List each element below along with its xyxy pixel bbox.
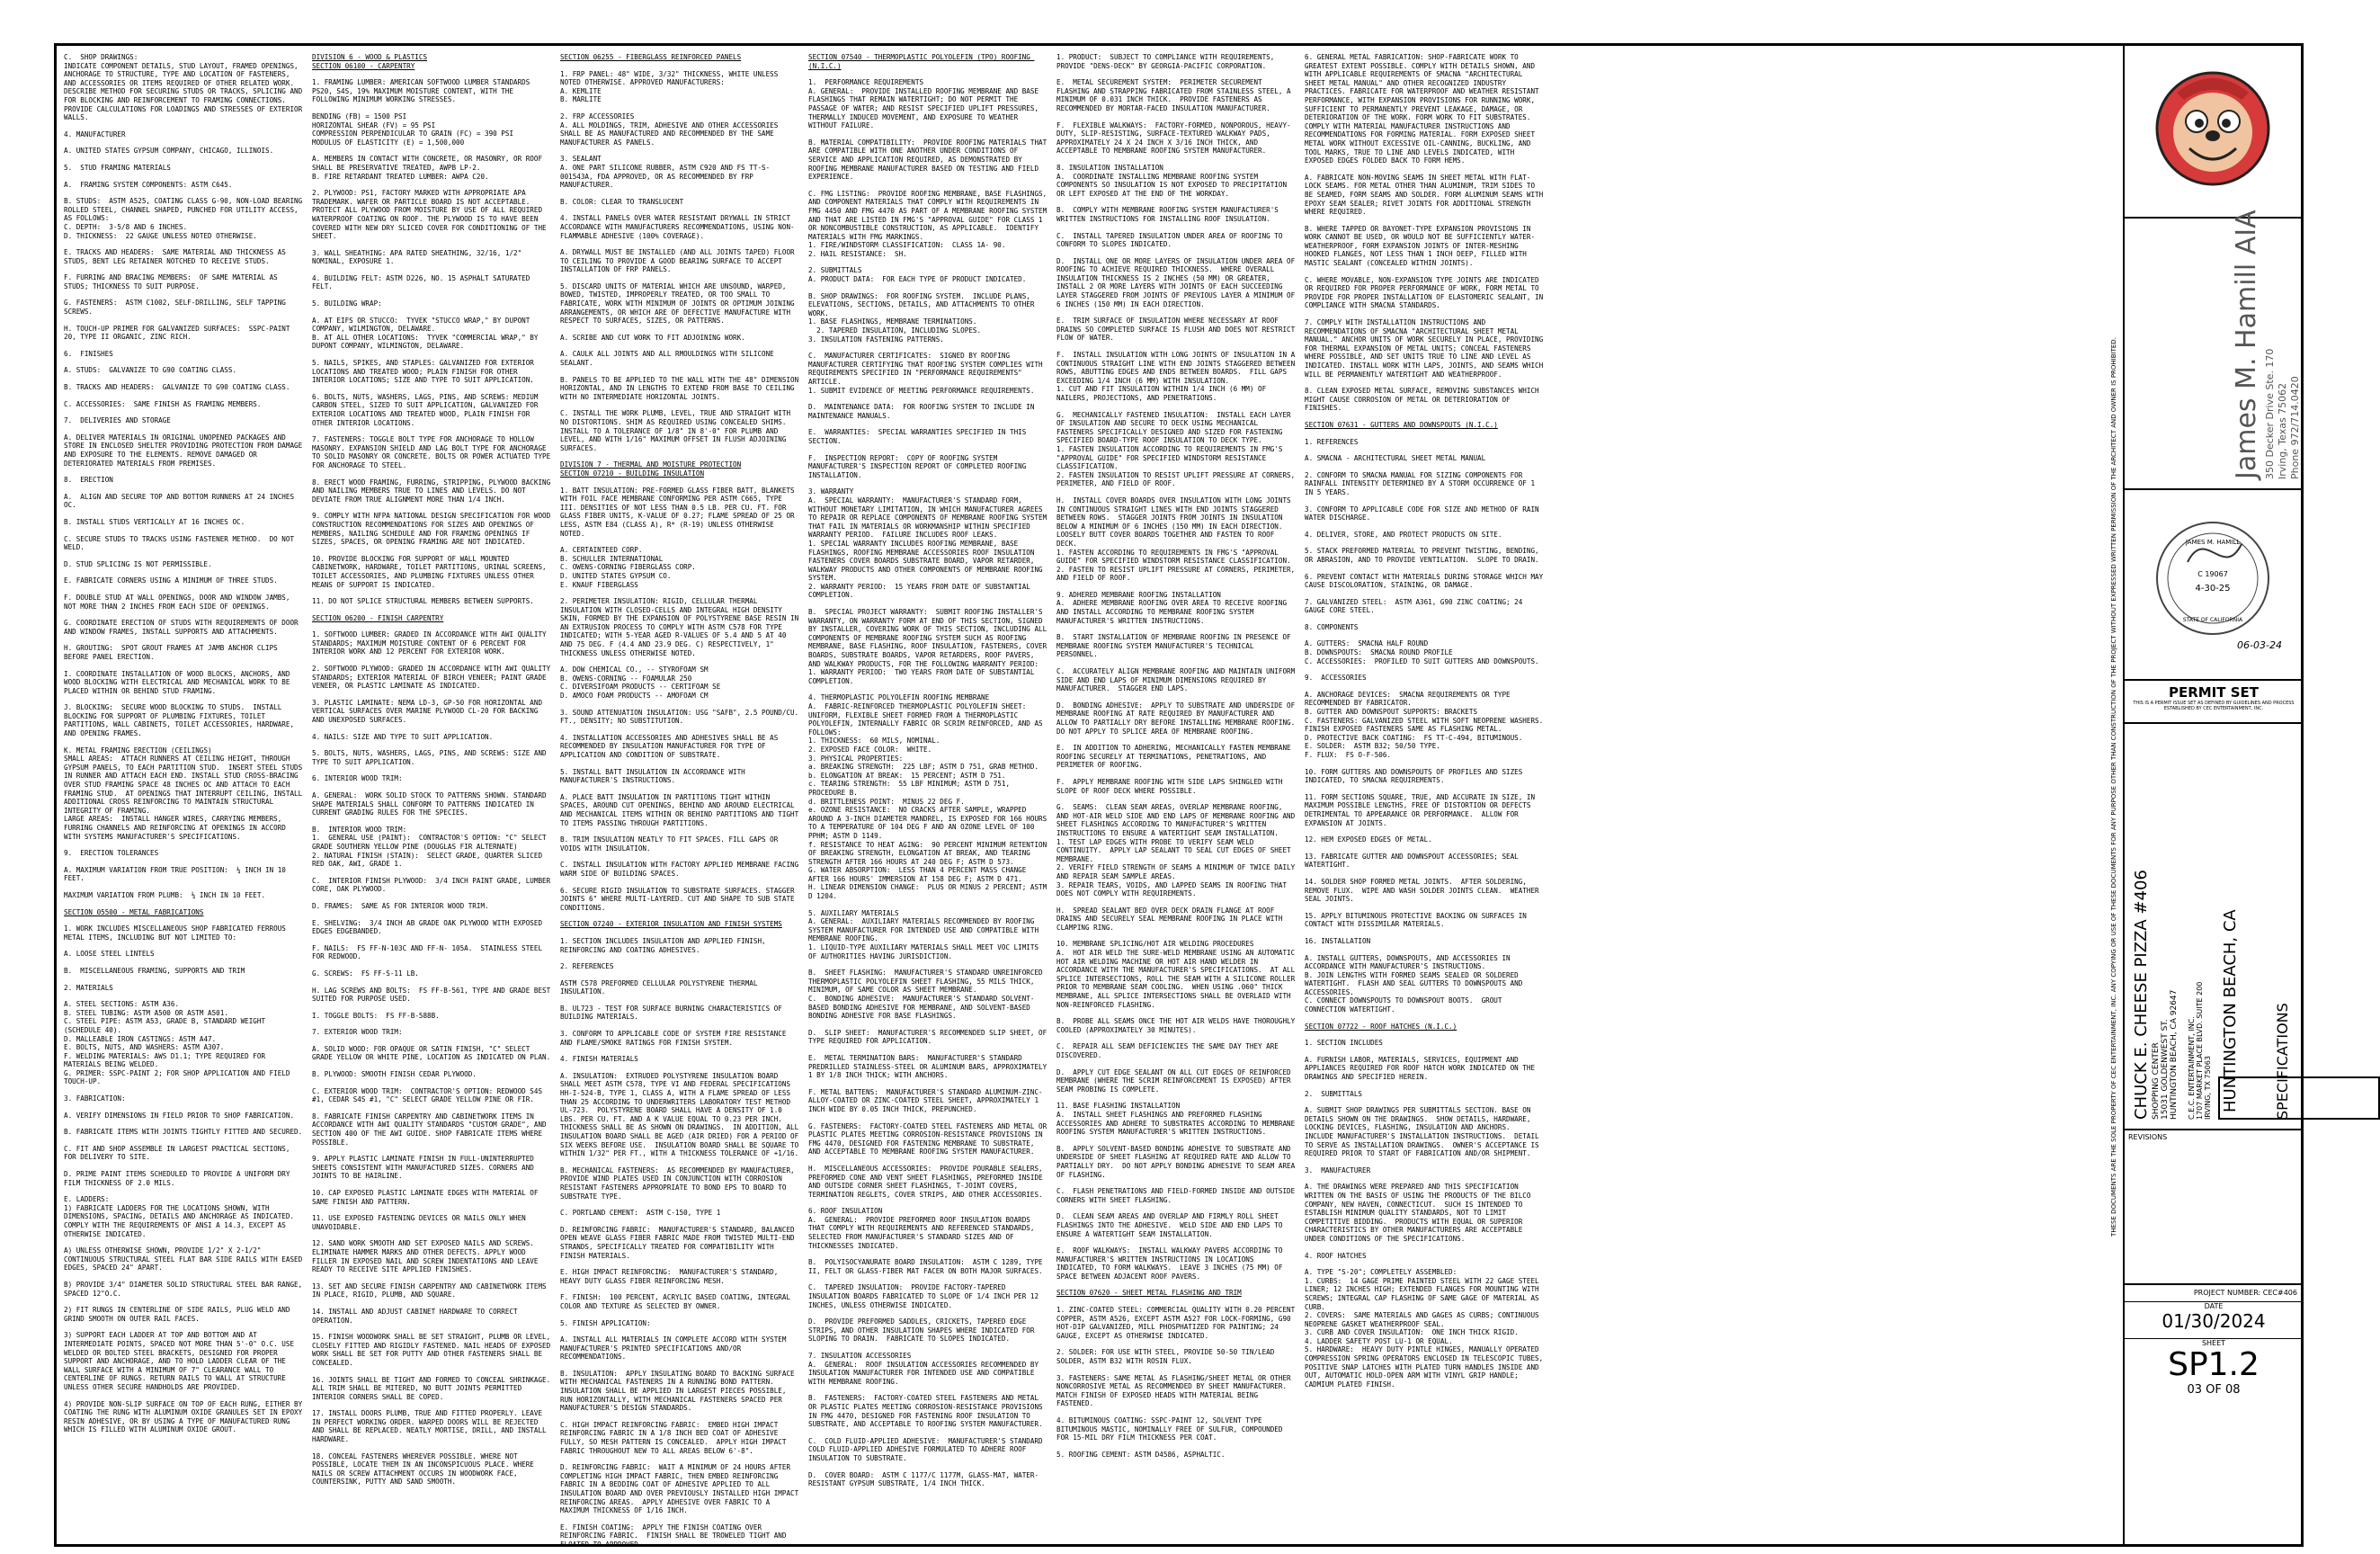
spec-paragraph: 7. INSULATION ACCESSORIES A. GENERAL: ROOF INSULATION ACCESSORIES RECOMMENDED BY INSULATION MANUFACTURER FOR INTENDED USE AND COMPATIBLE WITH MEMBRANE ROOFING. xyxy=(808,1352,1039,1386)
spec-paragraph: 9. COMPLY WITH NFPA NATIONAL DESIGN SPECIFICATION FOR WOOD CONSTRUCTION RECOMMENDATIONS FOR SIZES AND OPENINGS OF MEMBERS, NAILING SCHEDULE AND FOR FRAMING OPENINGS IF SIZES, SPACES, OR OPENING FRAMING ARE NOT INDICATED. xyxy=(312,512,555,547)
spec-paragraph: K. METAL FRAMING ERECTION (CEILINGS) SMALL AREAS: ATTACH RUNNERS AT CEILING HEIGHT, THROUGH GYPSUM PANELS, TO EACH PARTITION STUD. INSERT STEEL STUDS IN RUNNER AND ATTACH EACH END. INSTALL STUD CROSS-BRACING OVER STUD FRAMING SPACE 48 INCHES OC AND ATTACH TO EACH FRAMING STUD. AT OPENINGS THAT INTERRUPT CEILING, INSTALL ADDITIONAL CROSS REINFORCING TO MAINTAIN STRUCTURAL INTEGRITY OF FRAMING. LARGE AREAS: INSTALL HANGER WIRES, CARRYING MEMBERS, FURRING CHANNELS AND REINFORCING AT OPENINGS IN ACCORD WITH SYSTEMS MANUFACTURER'S SPECIFICATIONS. xyxy=(64,746,303,841)
spec-paragraph: C. SHOP DRAWINGS: INDICATE COMPONENT DETAILS, STUD LAYOUT, FRAMED OPENINGS, ANCHORAGE TO STRUCTURE, TYPE AND LOCATION OF FASTENERS, AND ACCESSORIES OR ITEMS REQUIRED OF OTHER RELATED WORK. DESCRIBE METHOD FOR SECURING STUDS OR TRACKS, SPLICING AND FOR BLOCKING AND REINFORCEMENT TO FRAMING CONNECTIONS. PROVIDE CALCULATIONS FOR LOADINGS AND STRESSES OF EXTERIOR WALLS. xyxy=(64,53,303,122)
project-name: CHUCK E. CHEESE PIZZA #406 xyxy=(2132,870,2151,1120)
spec-paragraph: 8. COMPONENTS xyxy=(1305,622,1359,631)
spec-paragraph: E. IN ADDITION TO ADHERING, MECHANICALLY FASTEN MEMBRANE ROOFING SECURELY AT TERMINATIONS, PENETRATIONS, AND PERIMETER OF ROOFING. xyxy=(1056,744,1296,770)
spec-paragraph: 10. PROVIDE BLOCKING FOR SUPPORT OF WALL MOUNTED CABINETWORK, HARDWARE, TOILET PARTITIONS, URINAL SCREENS, TOILET ACCESSORIES, AND PLUMBING FIXTURES UNLESS OTHER MEANS OF SUPPORT IS INDICATED. xyxy=(312,554,551,589)
city-label: HUNTINGTON BEACH, CA xyxy=(2221,909,2240,1112)
stamp-name: JAMES M. HAMILL xyxy=(2185,539,2241,546)
spec-paragraph: E. LADDERS: 1) FABRICATE LADDERS FOR THE LOCATIONS SHOWN, WITH DIMENSIONS, SPACING, DETAILS AND ANCHORAGE AS INDICATED. COMPLY WITH THE REQUIREMENTS OF ANSI A 14.3, EXCEPT AS OTHERWISE INDICATED. xyxy=(64,1195,295,1238)
spec-paragraph: B. SPECIAL PROJECT WARRANTY: SUBMIT ROOFING INSTALLER'S WARRANTY, ON WARRANTY FORM AT END OF THIS SECTION, SIGNED BY INSTALLER, COVERING WORK OF THIS SECTION, INCLUDING ALL COMPONENTS OF MEMBRANE ROOFING SYSTEM SUCH AS ROOFING MEMBRANE, BASE FLASHING, ROOF INSULATION, FASTENERS, COVER BOARDS, SUBSTRATE BOARDS, VAPOR RETARDERS, ROOF PAVERS, AND WALKWAY PRODUCTS, FOR THE FOLLOWING WARRANTY PERIOD: 1. WARRANTY PERIOD: TWO YEARS FROM DATE OF SUBSTANTIAL COMPLETION. xyxy=(808,608,1047,685)
spec-paragraph: 1. PRODUCT: SUBJECT TO COMPLIANCE WITH REQUIREMENTS, PROVIDE "DENS-DECK" BY GEORGIA-PACIFIC CORPORATION. xyxy=(1056,53,1279,70)
spec-paragraph: E. TRIM SURFACE OF INSULATION WHERE NECESSARY AT ROOF DRAINS SO COMPLETED SURFACE IS FLUSH AND DOES NOT RESTRICT FLOW OF WATER. xyxy=(1056,317,1299,343)
spec-paragraph: A. MAXIMUM VARIATION FROM TRUE POSITION: ¼ INCH IN 10 FEET. xyxy=(64,865,290,883)
spec-paragraph: 13. SET AND SECURE FINISH CARPENTRY AND CABINETWORK ITEMS IN PLACE, RIGID, PLUMB, AND SQUARE. xyxy=(312,1282,551,1299)
architect-name: James M. Hamill AIA xyxy=(2231,210,2262,479)
spec-paragraph: C. EXTERIOR WOOD TRIM: CONTRACTOR'S OPTION: REDWOOD S4S #1, CEDAR S4S #1, "C" SELECT GRADE YELLOW PINE OR FIR. xyxy=(312,1086,547,1104)
spec-paragraph: G. COORDINATE ERECTION OF STUDS WITH REQUIREMENTS OF DOOR AND WINDOW FRAMES, INSTALL SUPPORTS AND ATTACHMENTS. xyxy=(64,619,303,636)
spec-paragraph: 6. BOLTS, NUTS, WASHERS, LAGS, PINS, AND SCREWS: MEDIUM CARBON STEEL, SIZED TO SUIT APPLICATION, GALVANIZED FOR EXTERIOR LOCATIONS AND TREATED WOOD, PLAIN FINISH FOR OTHER INTERIOR LOCATIONS. xyxy=(312,392,543,427)
spec-paragraph: ASTM C578 PREFORMED CELLULAR POLYSTYRENE THERMAL INSULATION. xyxy=(560,978,762,996)
spec-paragraph: 11. BASE FLASHING INSTALLATION A. INSTALL SHEET FLASHINGS AND PREFORMED FLASHING ACCESSORIES AND ADHERE TO SUBSTRATES ACCORDING TO MEMBRANE ROOFING SYSTEM MANUFACTURER'S WRITTEN INSTRUCTIONS. xyxy=(1056,1102,1296,1137)
spec-paragraph: B. FABRICATE ITEMS WITH JOINTS TIGHTLY FITTED AND SECURED. xyxy=(64,1128,303,1137)
spec-paragraph: 10. MEMBRANE SPLICING/HOT AIR WELDING PROCEDURES A. HOT AIR WELD THE SURE-WELD MEMBRANE USING AN AUTOMATIC HOT AIR WELDING MACHINE OR HOT AIR HAND WELDER IN ACCORDANCE WITH THE MANUFACTURER'S SPECIFICATIONS. AT ALL SPLICE INTERSECTIONS, ROLL THE SEAM WITH A SILICONE ROLLER PRIOR TO MEMBRANE SEAM COOLING. WHEN USING .060" THICK MEMBRANE, ALL SPLICE INTERSECTIONS SHALL BE OVERLAID WITH NON-REINFORCED FLASHING. xyxy=(1056,940,1296,1009)
spec-paragraph: D. CLEAN SEAM AREAS AND OVERLAP AND FIRMLY ROLL SHEET FLASHINGS INTO THE ADHESIVE. WELD SIDE AND END LAPS TO ENSURE A WATERTIGHT SEAM INSTALLATION. xyxy=(1056,1212,1288,1238)
project-number: PROJECT NUMBER: CEC#406 xyxy=(2125,1285,2303,1302)
spec-paragraph: 15. APPLY BITUMINOUS PROTECTIVE BACKING ON SURFACES IN CONTACT WITH DISSIMILAR MATERIALS. xyxy=(1305,911,1531,929)
spec-paragraph: I. TOGGLE BOLTS: FS FF-B-588B. xyxy=(312,1011,440,1020)
spec-paragraph: E. ROOF WALKWAYS: INSTALL WALKWAY PAVERS ACCORDING TO MANUFACTURER'S WRITTEN INSTRUCTIONS IN LOCATIONS INDICATED, TO FORM WALKWAYS. LEAVE 3 INCHES (75 MM) OF SPACE BETWEEN ADJACENT ROOF PAVERS. xyxy=(1056,1246,1288,1281)
spec-paragraph: A. INSULATION: EXTRUDED POLYSTYRENE INSULATION BOARD SHALL MEET ASTM C578, TYPE VI AND FEDERAL SPECIFICATIONS HH-I-524-B, TYPE 1, CLASS A, WITH A FLAME SPREAD OF LESS THAN 25 ACCORDING TO UNDERWRITERS LABORATORY TEST METHOD UL-723. POLYSTYRENE BOARD SHALL HAVE A DENSITY OF 1.0 LBS. PER CU. FT. AND A K VALUE EQUAL TO 0.23 PER INCH. THICKNESS SHALL BE AS SHOWN ON DRAWINGS. IN ADDITION, ALL INSULATION BOARD SHALL BE AGED (AIR DRIED) FOR A PERIOD OF SIX WEEKS BEFORE USE. INSULATION BOARD SHALL BE SQUARE TO WITHIN 1/32" PER FT., WITH A THICKNESS TOLERANCE OF +1/16. xyxy=(560,1071,803,1158)
spec-paragraph: B. MATERIAL COMPATIBILITY: PROVIDE ROOFING MATERIALS THAT ARE COMPATIBLE WITH ONE ANOTHER UNDER CONDITIONS OF SERVICE AND APPLICATION REQUIRED, AS DEMONSTRATED BY ROOFING MEMBRANE MANUFACTURER BASED ON TESTING AND FIELD EXPERIENCE. xyxy=(808,138,1051,182)
project-address: SHOPPING CENTER 15031 GOLDENWEST ST. HUNTINGTON BEACH, CA 92647 xyxy=(2152,989,2179,1120)
spec-paragraph: 10. FORM GUTTERS AND DOWNSPOUTS OF PROFILES AND SIZES INDICATED, TO SMACNA REQUIREMENTS. xyxy=(1305,767,1527,785)
spec-paragraph: 3. CONFORM TO APPLICABLE CODE OF SYSTEM FIRE RESISTANCE AND FLAME/SMOKE RATINGS FOR FINISH SYSTEM. xyxy=(560,1030,791,1047)
spec-column-4 xyxy=(808,53,1049,1539)
architect-block xyxy=(2125,210,2303,490)
spec-paragraph: A. FURNISH LABOR, MATERIALS, SERVICES, EQUIPMENT AND APPLIANCES REQUIRED FOR ROOF HATCH WORK INDICATED ON THE DRAWINGS AND SPECIFIED HEREIN. xyxy=(1305,1055,1539,1082)
spec-paragraph: 2. REFERENCES xyxy=(560,962,614,971)
spec-paragraph: 4. ROOF HATCHES xyxy=(1305,1251,1367,1260)
spec-paragraph: B. COMPLY WITH MEMBRANE ROOFING SYSTEM MANUFACTURER'S WRITTEN INSTRUCTIONS FOR INSTALLING ROOF INSULATION. xyxy=(1056,206,1283,223)
spec-paragraph: 6. INTERIOR WOOD TRIM: xyxy=(312,774,403,783)
spec-paragraph: H. LAG SCREWS AND BOLTS: FS FF-B-561, TYPE AND GRADE BEST SUITED FOR PURPOSE USED. xyxy=(312,986,555,1004)
spec-column-2 xyxy=(312,53,553,1539)
stamp-state: STATE OF CALIFORNIA xyxy=(2182,617,2243,623)
spec-paragraph: 7. DELIVERIES AND STORAGE xyxy=(64,416,171,425)
spec-paragraph: 8. INSULATION INSTALLATION A. COORDINATE INSTALLING MEMBRANE ROOFING SYSTEM COMPONENTS SO INSULATION IS NOT EXPOSED TO PRECIPITATION OR LEFT EXPOSED AT THE END OF THE WORKDAY. xyxy=(1056,163,1288,198)
spec-paragraph: B. TRIM INSULATION NEATLY TO FIT SPACES. FILL GAPS OR VOIDS WITH INSULATION. xyxy=(560,835,782,853)
spec-paragraph: 2. SUBMITTALS xyxy=(1305,1089,1363,1098)
spec-paragraph: D. INSTALL ONE OR MORE LAYERS OF INSULATION UNDER AREA OF ROOFING TO ACHIEVE REQUIRED THICKNESS. WHERE OVERALL INSULATION THICKNESS IS 2 INCHES (50 MM) OR GREATER, INSTALL 2 OR MORE LAYERS WITH JOINTS OF EACH SUCCEEDING LAYER STAGGERED FROM JOINTS OF PREVIOUS LAYER A MINIMUM OF 6 INCHES (150 MM) IN EACH DIRECTION. xyxy=(1056,256,1299,308)
spec-paragraph: 10. CAP EXPOSED PLASTIC LAMINATE EDGES WITH MATERIAL OF SAME FINISH AND PATTERN. xyxy=(312,1189,543,1206)
spec-paragraph: 2. MATERIALS xyxy=(64,983,113,992)
spec-paragraph: D. FRAMES: SAME AS FOR INTERIOR WOOD TRIM. xyxy=(312,901,489,910)
spec-paragraph: B. INTERIOR WOOD TRIM: 1. GENERAL USE (PAINT): CONTRACTOR'S OPTION: "C" SELECT GRADE SOUTHERN YELLOW PINE (DOUGLAS FIR ALTERNATE) 2. NATURAL FINISH (STAIN): SELECT GRADE, QUARTER SLICED RED OAK, AWI, GRADE 1. xyxy=(312,825,547,869)
spec-paragraph: 14. INSTALL AND ADJUST CABINET HARDWARE TO CORRECT OPERATION. xyxy=(312,1307,522,1325)
spec-paragraph: 5. STACK PREFORMED MATERIAL TO PREVENT TWISTING, BENDING, OR ABRASION, AND TO PROVIDE VENTILATION. SLOPE TO DRAIN. xyxy=(1305,547,1544,564)
spec-paragraph: 8. ERECTION xyxy=(64,476,113,485)
spec-paragraph: A. FABRICATE NON-MOVING SEAMS IN SHEET METAL WITH FLAT-LOCK SEAMS. FOR METAL OTHER THAN ALUMINUM, TRIM SIDES TO BE SEAMED, FORM SEAMS AND SOLDER. FORM ALUMINUM SEAMS WITH EPOXY SEAM SEALER; RIVET JOINTS FOR ADDITIONAL STRENGTH WHERE REQUIRED. xyxy=(1305,173,1547,217)
sheet-count: 03 OF 08 xyxy=(2187,1383,2241,1397)
spec-paragraph: 4. MANUFACTURER xyxy=(64,130,126,138)
spec-paragraph: A. STUDS: GALVANIZE TO G90 COATING CLASS. xyxy=(64,366,237,375)
spec-paragraph: 16. INSTALLATION xyxy=(1305,936,1371,945)
spec-paragraph: SECTION 07631 - GUTTERS AND DOWNSPOUTS (N.I.C.) xyxy=(1305,420,1498,429)
spec-paragraph: A. TYPE "S-20"; COMPLETELY ASSEMBLED: 1. CURBS: 14 GAGE PRIME PAINTED STEEL WITH 22 GAGE STEEL LINER; 12 INCHES HIGH; EXTENDED FLANGES FOR MOUNTING WITH SCREWS; INTEGRAL CAP FLASHING OF SAME GAGE OF MATERIAL AS CURB. 2. COVERS: SAME MATERIALS AND GAGES AS CURBS; CONTINUOUS NEOPRENE GASKET WEATHERPROOF SEAL. 3. CURB AND COVER INSULATION: ONE INCH THICK RIGID. 4. LADDER SAFETY POST LU-1 OR EQUAL. 5. HARDWARE: HEAVY DUTY PINTLE HINGES, MANUALLY OPERATED COMPRESSION SPRING OPERATORS ENCLOSED IN TELESCOPIC TUBES, POSITIVE SNAP LATCHES WITH PLATED TURN HANDLES INSIDE AND OUT, AUTOMATIC HOLD-OPEN ARM WITH VINYL GRIP HANDLE; CADMIUM PLATED FINISH. xyxy=(1305,1268,1544,1389)
spec-paragraph: 3. WALL SHEATHING: APA RATED SHEATHING, 32/16, 1/2" NOMINAL, EXPOSURE 1. xyxy=(312,248,526,266)
spec-paragraph: B. START INSTALLATION OF MEMBRANE ROOFING IN PRESENCE OF MEMBRANE ROOFING SYSTEM MANUFACTURER'S TECHNICAL PERSONNEL. xyxy=(1056,633,1296,659)
spec-paragraph: C. SECURE STUDS TO TRACKS USING FASTENER METHOD. DO NOT WELD. xyxy=(64,534,299,552)
spec-paragraph: SECTION 07620 - SHEET METAL FLASHING AND TRIM xyxy=(1056,1289,1242,1298)
spec-paragraph: C. INTERIOR FINISH PLYWOOD: 3/4 INCH PAINT GRADE, LUMBER CORE, OAK PLYWOOD. xyxy=(312,876,555,894)
spec-paragraph: G. FASTENERS: FACTORY-COATED STEEL FASTENERS AND METAL OR PLASTIC PLATES MEETING CORROSION-RESISTANCE PROVISIONS IN FMG 4470, DESIGNED FOR FASTENING MEMBRANE TO SUBSTRATE, AND ACCEPTABLE TO MEMBRANE ROOFING SYSTEM MANUFACTURER. xyxy=(808,1121,1051,1157)
spec-paragraph: B. PROBE ALL SEAMS ONCE THE HOT AIR WELDS HAVE THOROUGHLY COOLED (APPROXIMATELY 30 MINUTES). xyxy=(1056,1017,1299,1034)
architect-address-1: 350 Decker Drive Ste. 170 xyxy=(2264,348,2276,479)
spec-paragraph: 2. SOLDER: FOR USE WITH STEEL, PROVIDE 50-50 TIN/LEAD SOLDER, ASTM B32 WITH ROSIN FLUX. xyxy=(1056,1348,1279,1366)
spec-paragraph: 14. SOLDER SHOP FORMED METAL JOINTS. AFTER SOLDERING, REMOVE FLUX. WIPE AND WASH SOLDER JOINTS CLEAN. WEATHER SEAL JOINTS. xyxy=(1305,877,1544,904)
spec-paragraph: H. INSTALL COVER BOARDS OVER INSULATION WITH LONG JOINTS IN CONTINUOUS STRAIGHT LINES WITH END JOINTS STAGGERED BETWEEN ROWS. STAGGER JOINTS FROM JOINTS IN INSULATION BELOW A MINIMUM OF 6 INCHES (150 MM) IN EACH DIRECTION. LOOSELY BUTT COVER BOARDS TOGETHER AND FASTEN TO ROOF DECK. 1. FASTEN ACCORDING TO REQUIREMENTS IN FMG'S "APPROVAL GUIDE" FOR SPECIFIED WINDSTORM RESISTANCE CLASSIFICATION. 2. FASTEN TO RESIST UPLIFT PRESSURE AT CORNERS, PERIMETER, AND FIELD OF ROOF. xyxy=(1056,496,1296,583)
spec-paragraph: C. ACCESSORIES: SAME FINISH AS FRAMING MEMBERS. xyxy=(64,399,262,408)
spec-paragraph: 1. FRAMING LUMBER: AMERICAN SOFTWOOD LUMBER STANDARDS PS20, S4S, 19% MAXIMUM MOISTURE CONTENT, WITH THE FOLLOWING MINIMUM WORKING STRESSES. xyxy=(312,78,534,104)
spec-paragraph: A. DELIVER MATERIALS IN ORIGINAL UNOPENED PACKAGES AND STORE IN ENCLOSED SHELTER PROVIDING PROTECTION FROM DAMAGE AND EXPOSURE TO THE ELEMENTS. REMOVE DAMAGED OR DETERIORATED MATERIALS FROM PREMISES. xyxy=(64,433,307,468)
spec-paragraph: 1. SECTION INCLUDES INSULATION AND APPLIED FINISH, REINFORCING AND COATING ADHESIVES. xyxy=(560,936,771,954)
spec-paragraph: 3. WARRANTY A. SPECIAL WARRANTY: MANUFACTURER'S STANDARD FORM, WITHOUT MONETARY LIMITATION, IN WHICH MANUFACTURER AGREES TO REPAIR OR REPLACE COMPONENTS OF MEMBRANE ROOFING SYSTEM THAT FAIL IN MATERIALS OR WORKMANSHIP WITHIN SPECIFIED WARRANTY PERIOD. FAILURE INCLUDES ROOF LEAKS. 1. SPECIAL WARRANTY INCLUDES ROOFING MEMBRANE, BASE FLASHINGS, ROOFING MEMBRANE ACCESSORIES ROOF INSULATION FASTENERS COVER BOARDS SUBSTRATE BOARD, VAPOR RETARDER, WALKWAY PRODUCTS AND OTHER COMPONENTS OF MEMBRANE ROOFING SYSTEM. 2. WARRANTY PERIOD: 15 YEARS FROM DATE OF SUBSTANTIAL COMPLETION. xyxy=(808,487,1047,600)
spec-paragraph: 5. NAILS, SPIKES, AND STAPLES: GALVANIZED FOR EXTERIOR LOCATIONS AND TREATED WOOD; PLAIN FINISH FOR OTHER INTERIOR LOCATIONS; SIZE AND TYPE TO SUIT APPLICATION. xyxy=(312,359,539,385)
spec-paragraph: SECTION 07722 - ROOF HATCHES (N.I.C.) xyxy=(1305,1022,1457,1031)
spec-paragraph: C. FMG LISTING: PROVIDE ROOFING MEMBRANE, BASE FLASHINGS, AND COMPONENT MATERIALS THAT COMPLY WITH REQUIREMENTS IN FMG 4450 AND FMG 4470 AS PART OF A MEMBRANE ROOFING SYSTEM AND THAT ARE LISTED IN FMG'S "APPROVAL GUIDE" FOR CLASS 1 OR NONCOMBUSTIBLE CONSTRUCTION, AS APPLICABLE. IDENTIFY MATERIALS WITH FMG MARKINGS. 1. FIRE/WINDSTORM CLASSIFICATION: CLASS 1A- 90. 2. HAIL RESISTANCE: SH. xyxy=(808,189,1047,258)
spec-paragraph: B. MISCELLANEOUS FRAMING, SUPPORTS AND TRIM xyxy=(64,966,245,975)
spec-paragraph: E. HIGH IMPACT REINFORCING: MANUFACTURER'S STANDARD, HEAVY DUTY GLASS FIBER REINFORCING MESH. xyxy=(560,1268,782,1285)
spec-paragraph: SECTION 06255 - FIBERGLASS REINFORCED PANELS xyxy=(560,53,742,61)
spec-paragraph: B. POLYISOCYANURATE BOARD INSULATION: ASTM C 1289, TYPE II, FELT OR GLASS-FIBER MAT FACER ON BOTH MAJOR SURFACES. xyxy=(808,1258,1047,1275)
spec-paragraph: D. PROVIDE PREFORMED SADDLES, CRICKETS, TAPERED EDGE STRIPS, AND OTHER INSULATION SHAPES WHERE INDICATED FOR SLOPING TO DRAIN. FABRICATE TO SLOPES INDICATED. xyxy=(808,1317,1039,1344)
spec-paragraph: 15. FINISH WOODWORK SHALL BE SET STRAIGHT, PLUMB OR LEVEL, CLOSELY FITTED AND RIGIDLY FASTENED. NAIL HEADS OF EXPOSED WORK SHALL BE SET FOR PUTTY AND OTHER FASTENERS SHALL BE CONCEALED. xyxy=(312,1333,555,1367)
spec-paragraph: A. LOOSE STEEL LINTELS xyxy=(64,950,155,959)
spec-paragraph: F. FLEXIBLE WALKWAYS: FACTORY-FORMED, NONPOROUS, HEAVY-DUTY, SLIP-RESISTING, SURFACE-TEXTURED WALKWAY PADS, APPROXIMATELY 24 X 24 INCH X 3/16 INCH THICK, AND ACCEPTABLE TO MEMBRANE ROOFING SYSTEM MANUFACTURER. xyxy=(1056,121,1291,156)
spec-paragraph: 9. ADHERED MEMBRANE ROOFING INSTALLATION A. ADHERE MEMBRANE ROOFING OVER AREA TO RECEIVE ROOFING AND INSTALL ACCORDING TO MEMBRANE ROOFING SYSTEM MANUFACTURER'S WRITTEN INSTRUCTIONS. xyxy=(1056,590,1288,625)
spec-paragraph: 2. CONFORM TO SMACNA MANUAL FOR SIZING COMPONENTS FOR RAINFALL INTENSITY DETERMINED BY A STORM OCCURRENCE OF 1 IN 5 YEARS. xyxy=(1305,470,1539,496)
spec-paragraph: 3. MANUFACTURER xyxy=(1305,1166,1371,1174)
spec-paragraph: 1. SOFTWOOD LUMBER: GRADED IN ACCORDANCE WITH AWI QUALITY STANDARDS; MAXIMUM MOISTURE CONTENT OF 6 PERCENT FOR INTERIOR WORK AND 12 PERCENT FOR EXTERIOR WORK. xyxy=(312,630,551,656)
spec-paragraph: DIVISION 6 - WOOD & PLASTICS SECTION 06100 - CARPENTRY xyxy=(312,53,428,70)
spec-paragraph: 4. BUILDING FELT: ASTM D226, NO. 15 ASPHALT SATURATED FELT. xyxy=(312,273,534,291)
spec-paragraph: 4. BITUMINOUS COATING: SSPC-PAINT 12, SOLVENT TYPE BITUMINOUS MASTIC, NOMINALLY FREE OF SULFUR, COMPOUNDED FOR 15-MIL DRY FILM THICKNESS PER COAT. xyxy=(1056,1416,1288,1442)
spec-paragraph: I. COORDINATE INSTALLATION OF WOOD BLOCKS, ANCHORS, AND WOOD BLOCKING WITH ELECTRICAL AND MECHANICAL WORK TO BE PLACED WITHIN OR BEHIND STUD FRAMING. xyxy=(64,669,295,695)
spec-paragraph: A. ANCHORAGE DEVICES: SMACNA REQUIREMENTS OR TYPE RECOMMENDED BY FABRICATOR. B. GUTTER AND DOWNSPOUT SUPPORTS: BRACKETS C. FASTENERS: GALVANIZED STEEL WITH SOFT NEOPRENE WASHERS. FINISH EXPOSED FASTENERS SAME AS FLASHING METAL. D. PROTECTIVE BACK COATING: FS TT-C-494, BITUMINOUS. E. SOLDER: ASTM B32; 50/50 TYPE. F. FLUX: FS O-F-506. xyxy=(1305,690,1544,759)
spec-paragraph: A. AT EIFS OR STUCCO: TYVEK "STUCCO WRAP," BY DUPONT COMPANY, WILMINGTON, DELAWARE. B. AT ALL OTHER LOCATIONS: TYVEK "COMMERCIAL WRAP," BY DUPONT COMPANY, WILMINGTON, DELAWARE. xyxy=(312,316,539,351)
spec-paragraph: 6. ROOF INSULATION A. GENERAL: PROVIDE PREFORMED ROOF INSULATION BOARDS THAT COMPLY WITH REQUIREMENTS AND REFERENCED STANDARDS, SELECTED FROM MANUFACTURER'S STANDARD SIZES AND OF THICKNESSES INDICATED. xyxy=(808,1207,1035,1250)
spec-paragraph: C. TAPERED INSULATION: PROVIDE FACTORY-TAPERED INSULATION BOARDS FABRICATED TO SLOPE OF 1/4 INCH PER 12 INCHES, UNLESS OTHERWISE INDICATED. xyxy=(808,1283,1043,1309)
spec-paragraph: 9. ACCESSORIES xyxy=(1305,674,1367,683)
spec-paragraph: A. VERIFY DIMENSIONS IN FIELD PRIOR TO SHOP FABRICATION. xyxy=(64,1111,295,1120)
spec-paragraph: 5. DISCARD UNITS OF MATERIAL WHICH ARE UNSOUND, WARPED, BOWED, TWISTED, IMPROPERLY TREATED, OR TOO SMALL TO FABRICATE, WORK WITH MINIMUM OF JOINTS OR OPTIMUM JOINING ARRANGEMENTS, OR WHICH ARE OF DEFECTIVE MANUFACTURE WITH RESPECT TO SURFACES, SIZES, OR PATTERNS. xyxy=(560,281,799,326)
spec-paragraph: 7. FASTENERS: TOGGLE BOLT TYPE FOR ANCHORAGE TO HOLLOW MASONRY. EXPANSION SHIELD AND LAG BOLT TYPE FOR ANCHORAGE TO SOLID MASONRY OR CONCRETE. BOLTS OR POWER ACTUATED TYPE FOR ANCHORAGE TO STEEL. xyxy=(312,435,555,469)
sheet-title: SPECIFICATIONS xyxy=(2274,1003,2291,1120)
spec-paragraph: C. WHERE MOVABLE, NON-EXPANSION TYPE JOINTS ARE INDICATED OR REQUIRED FOR PROPER PERFORMANCE OF WORK, FORM METAL TO PROVIDE FOR PROPER INSTALLATION OF ELASTOMERIC SEALANT, IN COMPLIANCE WITH SMACNA STANDARDS. xyxy=(1305,275,1547,310)
spec-paragraph: A. SUBMIT SHOP DRAWINGS PER SUBMITTALS SECTION. BASE ON DETAILS SHOWN ON THE DRAWINGS. SHOW DETAILS, HARDWARE, LOCKING DEVICES, FLASHING, INSULATION AND ANCHORS. INCLUDE MANUFACTURER'S INSTALLATION INSTRUCTIONS. DETAIL TO SERVE AS INSTALLATION DRAWINGS. OWNER'S ACCEPTANCE IS REQUIRED PRIOR TO START OF FABRICATION AND/OR SHIPMENT. xyxy=(1305,1106,1544,1158)
spec-paragraph: B. UL723 - TEST FOR SURFACE BURNING CHARACTERISTICS OF BUILDING MATERIALS. xyxy=(560,1004,787,1022)
spec-column-6 xyxy=(1305,53,1546,1539)
spec-paragraph: 7. COMPLY WITH INSTALLATION INSTRUCTIONS AND RECOMMENDATIONS OF SMACNA "ARCHITECTURAL SHEET METAL MANUAL." ANCHOR UNITS OF WORK SECURELY IN PLACE, PROVIDING FOR THERMAL EXPANSION OF METAL UNITS; CONCEAL FASTENERS WHERE POSSIBLE, AND SET UNITS TRUE TO LINE AND LEVEL AS INDICATED. INSTALL WORK WITH LAPS, JOINTS, AND SEAMS WHICH WILL BE PERMANENTLY WATERTIGHT AND WEATHERPROOF. xyxy=(1305,318,1547,379)
stamp-number: C 19067 xyxy=(2197,570,2228,578)
spec-paragraph: A. INSTALL GUTTERS, DOWNSPOUTS, AND ACCESSORIES IN ACCORDANCE WITH MANUFACTURER'S INSTRUCTIONS. B. JOIN LENGTHS WITH FORMED SEAMS SEALED OR SOLDERED WATERTIGHT. FLASH AND SEAL GUTTERS TO DOWNSPOUTS AND ACCESSORIES. C. CONNECT DOWNSPOUTS TO DOWNSPOUT BOOTS. GROUT CONNECTION WATERTIGHT. xyxy=(1305,953,1523,1014)
spec-paragraph: G. FASTENERS: ASTM C1002, SELF-DRILLING, SELF TAPPING SCREWS. xyxy=(64,299,290,317)
spec-paragraph: B. WHERE TAPPED OR BAYONET-TYPE EXPANSION PROVISIONS IN WORK CANNOT BE USED, OR WOULD NOT BE SUFFICIENTLY WATER-WEATHERPROOF, FORM EXPANSION JOINTS OF INTER-MESHING HOOKED FLANGES, NOT LESS THAN 1 INCH DEEP, FILLED WITH MASTIC SEALANT (CONCEALED WITHIN JOINTS). xyxy=(1305,224,1536,268)
spec-paragraph: A. DRYWALL MUST BE INSTALLED (AND ALL JOINTS TAPED) FLOOR TO CEILING TO PROVIDE A GOOD BEARING SURFACE TO ACCEPT INSTALLATION OF FRP PANELS. xyxy=(560,248,799,274)
spec-paragraph: A. UNITED STATES GYPSUM COMPANY, CHICAGO, ILLINOIS. xyxy=(64,147,274,156)
spec-paragraph: 6. FINISHES xyxy=(64,349,113,358)
ownership-note: THESE DOCUMENTS ARE THE SOLE PROPERTY OF CEC ENTERTAINMENT, INC. ANY COPYING OR USE OF THESE DOCUMENTS FOR ANY PURPOSE OTHER THAN CONSTRUCTION OF THE PROJECT WITHOUT EXPRESSED WRITTEN PERMISSION OF THE ARCHITECT AND OWNER IS PROHIBITED. xyxy=(2110,337,2117,1237)
spec-paragraph: 12. SAND WORK SMOOTH AND SET EXPOSED NAILS AND SCREWS. ELIMINATE HAMMER MARKS AND OTHER DEFECTS. APPLY WOOD FILLER IN EXPOSED NAIL AND SCREW INDENTATIONS AND LEAVE READY TO RECEIVE SITE APPLIED FINISHES. xyxy=(312,1239,543,1274)
spec-paragraph: 7. EXTERIOR WOOD TRIM: xyxy=(312,1028,403,1037)
spec-paragraph: B) PROVIDE 3/4" DIAMETER SOLID STRUCTURAL STEEL BAR RANGE, SPACED 12"O.C. xyxy=(64,1280,307,1298)
spec-paragraph: D. REINFORCING FABRIC: WAIT A MINIMUM OF 24 HOURS AFTER COMPLETING HIGH IMPACT FABRIC, THEN EMBED REINFORCING FABRIC IN A BEDDING COAT OF ADHESIVE APPLIED TO ALL INSULATION BOARD AND OVER PREVIOUSLY INSTALLED HIGH IMPACT REINFORCING AREAS. APPLY ADHESIVE OVER FABRIC TO A MAXIMUM THICKNESS OF 1/16 INCH. xyxy=(560,1463,803,1515)
spec-paragraph: G. MECHANICALLY FASTENED INSULATION: INSTALL EACH LAYER OF INSULATION AND SECURE TO DECK USING MECHANICAL FASTENERS SPECIFICALLY DESIGNED AND SIZED FOR FASTENING SPECIFIED BOARD-TYPE ROOF INSULATION TO DECK TYPE. 1. FASTEN INSULATION ACCORDING TO REQUIREMENTS IN FMG'S "APPROVAL GUIDE" FOR SPECIFIED WINDSTORM RESISTANCE CLASSIFICATION. 2. FASTEN INSULATION TO RESIST UPLIFT PRESSURE AT CORNERS, PERIMETER, AND FIELD OF ROOF. xyxy=(1056,410,1296,488)
spec-column-1 xyxy=(64,53,305,1539)
spec-paragraph: A) UNLESS OTHERWISE SHOWN, PROVIDE 1/2" X 2-1/2" CONTINUOUS STRUCTURAL STEEL FLAT BAR SIDE RAILS WITH EASED EDGES, SPACED 24" APART. xyxy=(64,1246,307,1273)
spec-paragraph: 18. CONCEAL FASTENERS WHEREVER POSSIBLE. WHERE NOT POSSIBLE, LOCATE THEM IN AN INCONSPICUOUS PLACE. WHERE NAILS OR SCREW ATTACHMENT OCCURS IN WOODWORK FACE, COUNTERSINK, PUTTY AND SAND SMOOTH. xyxy=(312,1451,539,1487)
spec-paragraph: A. CERTAINTEED CORP. B. SCHULLER INTERNATIONAL C. OWENS-CORNING FIBERGLASS CORP. D. UNITED STATES GYPSUM CO. E. KNAUF FIBERGLASS xyxy=(560,546,696,589)
spec-paragraph: 17. INSTALL DOORS PLUMB, TRUE AND FITTED PROPERLY. LEAVE IN PERFECT WORKING ORDER. WARPED DOORS WILL BE REJECTED AND SHALL BE REPLACED. NEATLY MORTISE, DRILL, AND INSTALL HARDWARE. xyxy=(312,1409,551,1444)
spec-paragraph: D. PRIME PAINT ITEMS SCHEDULED TO PROVIDE A UNIFORM DRY FILM THICKNESS OF 2.0 MILS. xyxy=(64,1170,295,1187)
spec-paragraph: SECTION 06200 - FINISH CARPENTRY xyxy=(312,613,444,622)
spec-paragraph: E. TRACKS AND HEADERS: SAME MATERIAL AND THICKNESS AS STUDS, BENT LEG RETAINER NOTCHED TO RECEIVE STUDS. xyxy=(64,248,290,265)
spec-paragraph: C. REPAIR ALL SEAM DEFICIENCIES THE SAME DAY THEY ARE DISCOVERED. xyxy=(1056,1042,1283,1059)
spec-paragraph: 5. BOLTS, NUTS, WASHERS, LAGS, PINS, AND SCREWS: SIZE AND TYPE TO SUIT APPLICATION. xyxy=(312,749,551,766)
spec-paragraph: A. GENERAL: WORK SOLID STOCK TO PATTERNS SHOWN. STANDARD SHAPE MATERIALS SHALL CONFORM TO PATTERNS INDICATED IN CURRENT GRADING RULES FOR THE SPECIES. xyxy=(312,791,551,817)
chuck-e-cheese-logo-icon xyxy=(2125,46,2301,213)
spec-paragraph: C. MANUFACTURER CERTIFICATES: SIGNED BY ROOFING MANUFACTURER CERTIFYING THAT ROOFING SYSTEM COMPLIES WITH REQUIREMENTS SPECIFIED IN "PERFORMANCE REQUIREMENTS" ARTICLE. 1. SUBMIT EVIDENCE OF MEETING PERFORMANCE REQUIREMENTS. xyxy=(808,352,1043,395)
spec-paragraph: B. INSULATION: APPLY INSULATING BOARD TO BACKING SURFACE WITH MECHANICAL FASTENERS IN A RUNNING BOND PATTERN. INSULATION SHALL BE APPLIED IN LARGEST PIECES POSSIBLE, RUN HORIZONTALLY, WITH MECHANICAL FASTENERS SPACED PER MANUFACTURER'S DESIGN STANDARDS. xyxy=(560,1369,799,1413)
spec-column-3 xyxy=(560,53,803,1549)
architect-address-3: Phone 972/714.0420 xyxy=(2289,376,2301,479)
spec-paragraph: MAXIMUM VARIATION FROM PLUMB: ¼ INCH IN 10 FEET. xyxy=(64,890,266,899)
spec-paragraph: H. TOUCH-UP PRIMER FOR GALVANIZED SURFACES: SSPC-PAINT 20, TYPE II ORGANIC, ZINC RICH. xyxy=(64,324,295,342)
spec-paragraph: 11. USE EXPOSED FASTENING DEVICES OR NAILS ONLY WHEN UNAVOIDABLE. xyxy=(312,1214,530,1231)
spec-paragraph: B. APPLY SOLVENT-BASED BONDING ADHESIVE TO SUBSTRATE AND UNDERSIDE OF SHEET FLASHING AT REQUIRED RATE AND ALLOW TO PARTIALLY DRY. DO NOT APPLY BONDING ADHESIVE TO SEAM AREA OF FLASHING. xyxy=(1056,1144,1299,1179)
spec-paragraph: 3) SUPPORT EACH LADDER AT TOP AND BOTTOM AND AT INTERMEDIATE POINTS, SPACED NOT MORE THAN 5'-0" O.C. USE WELDED OR BOLTED STEEL BRACKETS, DESIGNED FOR PROPER SUPPORT AND ANCHORAGE, AND TO HOLD LADDER CLEAR OF THE WALL SURFACE WITH A MINIMUM OF 7" CLEARANCE WALL TO CENTERLINE OF RUNGS. RETURN RAILS TO WALL AT STRUCTURE UNLESS OTHER SECURE HANDHOLDS ARE PROVIDED. xyxy=(64,1331,299,1391)
spec-paragraph: A. THE DRAWINGS WERE PREPARED AND THIS SPECIFICATION WRITTEN ON THE BASIS OF USING THE PRODUCTS OF THE BILCO COMPANY, NEW HAVEN, CONNECTICUT. SUCH IS INTENDED TO ESTABLISH MINIMUM QUALITY STANDARDS, NOT TO LIMIT COMPETITIVE BIDDING. PRODUCTS WITH EQUAL OR SUPERIOR CHARACTERISTICS BY OTHER MANUFACTURERS ARE ACCEPTABLE UNDER CONDITIONS OF THE SPECIFICATIONS. xyxy=(1305,1183,1536,1243)
spec-paragraph: E. FABRICATE CORNERS USING A MINIMUM OF THREE STUDS. xyxy=(64,576,278,585)
spec-paragraph: C. COLD FLUID-APPLIED ADHESIVE: MANUFACTURER'S STANDARD COLD FLUID-APPLIED ADHESIVE FORMULATED TO ADHERE ROOF INSULATION TO SUBSTRATE. xyxy=(808,1436,1047,1462)
spec-paragraph: 6. GENERAL METAL FABRICATION: SHOP-FABRICATE WORK TO GREATEST EXTENT POSSIBLE. COMPLY WITH DETAILS SHOWN, AND WITH APPLICABLE REQUIREMENTS OF SMACNA "ARCHITECTURAL SHEET METAL MANUAL" AND OTHER RECOGNIZED INDUSTRY PRACTICES. FABRICATE FOR WATERPROOF AND WEATHER RESISTANT PERFORMANCE, WITH EXPANSION PROVISIONS FOR RUNNING WORK, SUFFICIENT TO PERMANENTLY PREVENT LEAKAGE, DAMAGE, OR DETERIORATION OF THE WORK. FORM WORK TO FIT SUBSTRATES. COMPLY WITH MATERIAL MANUFACTURER INSTRUCTIONS AND RECOMMENDATIONS FOR FORMING MATERIAL. FORM EXPOSED SHEET METAL WORK WITHOUT EXCESSIVE OIL-CANNING, BUCKLING, AND TOOL MARKS, TRUE TO LINE AND LEVELS INDICATED, WITH EXPOSED EDGES FOLDED BACK TO FORM HEMS. xyxy=(1305,53,1544,165)
architect-seal xyxy=(2125,490,2303,681)
drawing-sheet xyxy=(54,43,2304,1547)
sheet-number: SP1.2 xyxy=(2168,1346,2260,1383)
spec-paragraph: 3. PLASTIC LAMINATE: NEMA LD-3, GP-50 FOR HORIZONTAL AND VERTICAL SURFACES OVER MARINE PLYWOOD CL-20 FOR BACKING AND UNEXPOSED SURFACES. xyxy=(312,698,547,725)
spec-paragraph: D. SLIP SHEET: MANUFACTURER'S RECOMMENDED SLIP SHEET, OF TYPE REQUIRED FOR APPLICATION. xyxy=(808,1028,1051,1046)
spec-paragraph: 6. PREVENT CONTACT WITH MATERIALS DURING STORAGE WHICH MAY CAUSE DISCOLORATION, STAINING, OR DAMAGE. xyxy=(1305,572,1547,590)
spec-paragraph: 4. NAILS: SIZE AND TYPE TO SUIT APPLICATION. xyxy=(312,732,494,741)
owner-info: C.E.C. ENTERTAINMENT, INC. 1707 MARKET PLACE BLVD. SUITE 200 IRVING, TX 75063 xyxy=(2188,981,2212,1120)
spec-paragraph: A. ALIGN AND SECURE TOP AND BOTTOM RUNNERS AT 24 INCHES OC. xyxy=(64,492,299,510)
spec-paragraph: C. INSTALL INSULATION WITH FACTORY APPLIED MEMBRANE FACING WARM SIDE OF BUILDING SPACES. xyxy=(560,861,803,878)
spec-paragraph: F. METAL BATTENS: MANUFACTURER'S STANDARD ALUMINUM-ZINC-ALLOY-COATED OR ZINC-COATED STEEL SHEET, APPROXIMATELY 1 INCH WIDE BY 0.05 INCH THICK, PREPUNCHED. xyxy=(808,1087,1043,1113)
spec-paragraph: A. FRAMING SYSTEM COMPONENTS: ASTM C645. xyxy=(64,180,233,189)
spec-paragraph: 5. FINISH APPLICATION: xyxy=(560,1318,651,1327)
city-box xyxy=(2218,1076,2380,1120)
spec-paragraph: 13. FABRICATE GUTTER AND DOWNSPOUT ACCESSORIES; SEAL WATERTIGHT. xyxy=(1305,852,1523,870)
spec-paragraph: E. FINISH COATING: APPLY THE FINISH COATING OVER REINFORCING FABRIC. FINISH SHALL BE TROWELED TIGHT AND FLOATED TO APPROVED. xyxy=(560,1523,791,1549)
spec-paragraph: D. BONDING ADHESIVE: APPLY TO SUBSTRATE AND UNDERSIDE OF MEMBRANE ROOFING AT RATE REQUIRED BY MANUFACTURER AND ALLOW TO PARTIALLY DRY BEFORE INSTALLING MEMBRANE ROOFING. DO NOT APPLY TO SPLICE AREA OF MEMBRANE ROOFING. xyxy=(1056,701,1304,736)
spec-paragraph: A. PLACE BATT INSULATION IN PARTITIONS TIGHT WITHIN SPACES, AROUND CUT OPENINGS, BEHIND AND AROUND ELECTRICAL AND MECHANICAL ITEMS WITHIN OR BEHIND PARTITIONS AND TIGHT TO ITEMS PASSING THROUGH PARTITIONS. xyxy=(560,792,803,827)
spec-paragraph: 2. PERIMETER INSULATION: RIGID, CELLULAR THERMAL INSULATION WITH CLOSED-CELLS AND INTEGRAL HIGH DENSITY SKIN, FORMED BY THE EXPANSION OF POLYSTYRENE BASE RESIN IN AN EXTRUSION PROCESS TO COMPLY WITH ASTM C578 FOR TYPE INDICATED; WITH 5-YEAR AGED R-VALUES OF 5.4 AND 5 AT 40 AND 75 DEG. F (4.4 AND 23.9 DEG. C) RESPECTIVELY, 1" THICKNESS UNLESS OTHERWISE NOTED. xyxy=(560,597,803,657)
spec-paragraph: 9. ERECTION TOLERANCES xyxy=(64,849,159,858)
spec-paragraph: B. MECHANICAL FASTENERS: AS RECOMMENDED BY MANUFACTURER, PROVIDE WIND PLATES USED IN CONJUNCTION WITH CORROSION RESISTANT FASTENERS APPROPRIATE TO BOND EPS TO BOARD TO SUBSTRATE TYPE. xyxy=(560,1166,799,1201)
spec-paragraph: 5. ROOFING CEMENT: ASTM D4586, ASPHALTIC. xyxy=(1056,1450,1226,1459)
spec-paragraph: 3. CONFORM TO APPLICABLE CODE FOR SIZE AND METHOD OF RAIN WATER DISCHARGE. xyxy=(1305,505,1544,522)
spec-paragraph: G. SEAMS: CLEAN SEAM AREAS, OVERLAP MEMBRANE ROOFING, AND HOT-AIR WELD SIDE AND END LAPS OF MEMBRANE ROOFING AND SHEET FLASHINGS ACCORDING TO MANUFACTURER'S WRITTEN INSTRUCTIONS TO ENSURE A WATERTIGHT SEAM INSTALLATION. 1. TEST LAP EDGES WITH PROBE TO VERIFY SEAM WELD CONTINUITY. APPLY LAP SEALANT TO SEAL CUT EDGES OF SHEET MEMBRANE. 2. VERIFY FIELD STRENGTH OF SEAMS A MINIMUM OF TWICE DAILY AND REPAIR SEAM SAMPLE AREAS. 3. REPAIR TEARS, VOIDS, AND LAPPED SEAMS IN ROOFING THAT DOES NOT COMPLY WITH REQUIREMENTS. xyxy=(1056,803,1296,898)
spec-paragraph: SECTION 07540 - THERMOPLASTIC POLYOLEFIN (TPO) ROOFING (N.I.C.) xyxy=(808,53,1035,70)
spec-paragraph: 5. STUD FRAMING MATERIALS xyxy=(64,163,171,172)
spec-paragraph: B. COLOR: CLEAR TO TRANSLUCENT xyxy=(560,197,684,206)
spec-paragraph: A. CAULK ALL JOINTS AND ALL RMOULDINGS WITH SILICONE SEALANT. xyxy=(560,350,779,368)
spec-paragraph: B. PLYWOOD: SMOOTH FINISH CEDAR PLYWOOD. xyxy=(312,1070,477,1079)
spec-paragraph: F. DOUBLE STUD AT WALL OPENINGS, DOOR AND WINDOW JAMBS, NOT MORE THAN 2 INCHES FROM EACH SIDE OF OPENINGS. xyxy=(64,593,295,611)
sheet-number-block: SHEET SP1.2 03 OF 08 xyxy=(2125,1339,2303,1420)
spec-paragraph: C. INSTALL THE WORK PLUMB, LEVEL, TRUE AND STRAIGHT WITH NO DISTORTIONS. SHIM AS REQUIRED USING CONCEALED SHIMS. INSTALL TO A TOLERANCE OF 1/8" IN 8'-0" FOR PLUMB AND LEVEL, AND WITH 1/16" MAXIMUM OFFSET IN FLUSH ADJOINING SURFACES. xyxy=(560,409,795,452)
spec-body xyxy=(57,46,2105,1549)
spec-paragraph: B. TRACKS AND HEADERS: GALVANIZE TO G90 COATING CLASS. xyxy=(64,383,290,392)
spec-paragraph: B. PANELS TO BE APPLIED TO THE WALL WITH THE 48" DIMENSION HORIZONTAL, AND IN LENGTHS TO EXTEND FROM BASE TO CEILING WITH NO INTERMEDIATE HORIZONTAL JOINTS. xyxy=(560,375,803,401)
spec-paragraph: A. INSTALL ALL MATERIALS IN COMPLETE ACCORD WITH SYSTEM MANUFACTURER'S PRINTED SPECIFICATIONS AND/OR RECOMMENDATIONS. xyxy=(560,1335,791,1362)
spec-paragraph: C. INSTALL TAPERED INSULATION UNDER AREA OF ROOFING TO CONFORM TO SLOPES INDICATED. xyxy=(1056,231,1288,249)
spec-paragraph: A. DOW CHEMICAL CO., -- STYROFOAM SM B. OWENS-CORNING -- FOAMULAR 250 C. DIVERSIFOAM PRODUCTS -- CERTIFOAM SE D. AMOCO FOAM PRODUCTS -- AMOFOAM CM xyxy=(560,665,721,701)
spec-paragraph: DIVISION 7 - THERMAL AND MOISTURE PROTECTION SECTION 07210 - BUILDING INSULATION xyxy=(560,460,742,478)
date-block: DATE 01/30/2024 xyxy=(2125,1302,2303,1339)
title-block xyxy=(2123,46,2303,1544)
spec-paragraph: 2. SUBMITTALS A. PRODUCT DATA: FOR EACH TYPE OF PRODUCT INDICATED. xyxy=(808,266,1027,284)
project-info xyxy=(2125,724,2303,1130)
spec-paragraph: 4. THERMOPLASTIC POLYOLEFIN ROOFING MEMBRANE A. FABRIC-REINFORCED THERMOPLASTIC POLYOLEFIN SHEET: UNIFORM, FLEXIBLE SHEET FORMED FROM A THERMOPLASTIC POLYOLEFIN, INTERNALLY FABRIC OR SCRIM REINFORCED, AND AS FOLLOWS: 1. THICKNESS: 60 MILS, NOMINAL. 2. EXPOSED FACE COLOR: WHITE. 3. PHYSICAL PROPERTIES: a. BREAKING STRENGTH: 225 LBF; ASTM D 751, GRAB METHOD. b. ELONGATION AT BREAK: 15 PERCENT; ASTM D 751. c. TEARING STRENGTH: 55 LBF MINIMUM; ASTM D 751, PROCEDURE B. d. BRITTLENESS POINT: MINUS 22 DEG F. e. OZONE RESISTANCE: NO CRACKS AFTER SAMPLE, WRAPPED AROUND A 3-INCH DIAMETER MANDREL, IS EXPOSED FOR 166 HOURS TO A TEMPERATURE OF 104 DEG F AND AN OZONE LEVEL OF 100 PPHM; ASTM D 1149. f. RESISTANCE TO HEAT AGING: 90 PERCENT MINIMUM RETENTION OF BREAKING STRENGTH, ELONGATION AT BREAK, AND TEARING STRENGTH AFTER 166 HOURS AT 240 DEG F; ASTM D 573. G. WATER ABSORPTION: LESS THAN 4 PERCENT MASS CHANGE AFTER 166 HOURS' IMMERSION AT 158 DEG F; ASTM D 471. H. LINEAR DIMENSION CHANGE: PLUS OR MINUS 2 PERCENT; ASTM D 1204. xyxy=(808,693,1047,901)
spec-paragraph: D. COVER BOARD: ASTM C 1177/C 1177M, GLASS-MAT, WATER-RESISTANT GYPSUM SUBSTRATE, 1/4 INCH THICK. xyxy=(808,1470,1039,1488)
permit-set: PERMIT SET THIS IS A PERMIT ISSUE SET AS DEFINED BY GUIDELINES AND PROCESS ESTABLISHED BY CEC ENTERTAINMENT, INC. xyxy=(2125,681,2303,724)
spec-paragraph: 1. SECTION INCLUDES xyxy=(1305,1039,1383,1048)
spec-paragraph: C. ACCURATELY ALIGN MEMBRANE ROOFING AND MAINTAIN UNIFORM SIDE AND END LAPS OF MINIMUM DIMENSIONS REQUIRED BY MANUFACTURER. STAGGER END LAPS. xyxy=(1056,667,1299,693)
spec-column-5 xyxy=(1056,53,1304,1539)
spec-paragraph: 5. AUXILIARY MATERIALS A. GENERAL: AUXILIARY MATERIALS RECOMMENDED BY ROOFING SYSTEM MANUFACTURER FOR INTENDED USE AND COMPATIBLE WITH MEMBRANE ROOFING. 1. LIQUID-TYPE AUXILIARY MATERIALS SHALL MEET VOC LIMITS OF AUTHORITIES HAVING JURISDICTION. xyxy=(808,908,1039,960)
spec-paragraph: 3. FASTENERS: SAME METAL AS FLASHING/SHEET METAL OR OTHER NONCORROSIVE METAL AS RECOMMENDED BY SHEET MANUFACTURER. MATCH FINISH OF EXPOSED HEADS WITH MATERIAL BEING FASTENED. xyxy=(1056,1373,1296,1408)
spec-paragraph: E. METAL TERMINATION BARS: MANUFACTURER'S STANDARD PREDRILLED STAINLESS-STEEL OR ALUMINUM BARS, APPROXIMATELY 1 BY 1/8 INCH THICK; WITH ANCHORS. xyxy=(808,1053,1051,1080)
stamp-renewal: 4-30-25 xyxy=(2195,584,2231,594)
spec-paragraph: H. SPREAD SEALANT BED OVER DECK DRAIN FLANGE AT ROOF DRAINS AND SECURELY SEAL MEMBRANE ROOFING IN PLACE WITH CLAMPING RING. xyxy=(1056,906,1288,932)
spec-paragraph: F. INSTALL INSULATION WITH LONG JOINTS OF INSULATION IN A CONTINUOUS STRAIGHT LINE WITH END JOINTS STAGGERED BETWEEN ROWS, ABUTTING EDGES AND ENDS BETWEEN BOARDS. FILL GAPS EXCEEDING 1/4 INCH (6 MM) WITH INSULATION. 1. CUT AND FIT INSULATION WITHIN 1/4 INCH (6 MM) OF NAILERS, PROJECTIONS, AND PENETRATIONS. xyxy=(1056,351,1296,402)
spec-paragraph: A. GUTTERS: SMACNA HALF ROUND B. DOWNSPOUTS: SMACNA ROUND PROFILE C. ACCESSORIES: PROFILED TO SUIT GUTTERS AND DOWNSPOUTS. xyxy=(1305,639,1539,665)
spec-paragraph: 3. FABRICATION: xyxy=(64,1094,126,1103)
spec-paragraph: 11. FORM SECTIONS SQUARE, TRUE, AND ACCURATE IN SIZE, IN MAXIMUM POSSIBLE LENGTHS, FREE OF DISTORTION OR DEFECTS DETRIMENTAL TO APPEARANCE OR PERFORMANCE. ALLOW FOR EXPANSION AT JOINTS. xyxy=(1305,792,1539,827)
spec-paragraph: 4. INSTALLATION ACCESSORIES AND ADHESIVES SHALL BE AS RECOMMENDED BY INSULATION MANUFACTURER FOR TYPE OF APPLICATION AND CONDITION OF SUBSTRATE. xyxy=(560,733,782,759)
spec-paragraph: F. INSPECTION REPORT: COPY OF ROOFING SYSTEM MANUFACTURER'S INSPECTION REPORT OF COMPLETED ROOFING INSTALLATION. xyxy=(808,453,1030,479)
spec-paragraph: E. WARRANTIES: SPECIAL WARRANTIES SPECIFIED IN THIS SECTION. xyxy=(808,428,1030,445)
spec-paragraph: B. FASTENERS: FACTORY-COATED STEEL FASTENERS AND METAL OR PLASTIC PLATES MEETING CORROSION-RESISTANCE PROVISIONS IN FMG 4470, DESIGNED FOR FASTENING ROOF INSULATION TO SUBSTRATE, AND ACCEPTABLE TO ROOFING SYSTEM MANUFACTURER. xyxy=(808,1394,1047,1429)
spec-paragraph: C. FIT AND SHOP ASSEMBLE IN LARGEST PRACTICAL SECTIONS, FOR DELIVERY TO SITE. xyxy=(64,1144,295,1162)
architect-address-2: Irving, Texas 75062 xyxy=(2277,382,2288,479)
sheet-date: 01/30/2024 xyxy=(2162,1310,2266,1332)
spec-paragraph: A. SOLID WOOD: FOR OPAQUE OR SATIN FINISH, "C" SELECT GRADE YELLOW OR WHITE PINE, LOCATION AS INDICATED ON PLAN. xyxy=(312,1044,551,1062)
spec-paragraph: C. PORTLAND CEMENT: ASTM C-150, TYPE 1 xyxy=(560,1209,721,1218)
spec-paragraph: 5. INSTALL BATT INSULATION IN ACCORDANCE WITH MANUFACTURER'S INSTRUCTIONS. xyxy=(560,767,750,785)
spec-paragraph: A. MEMBERS IN CONTACT WITH CONCRETE, OR MASONRY, OR ROOF SHALL BE PRESERVATIVE TREATED, AWPB LP-2. B. FIRE RETARDANT TREATED LUMBER: AWPA C20. xyxy=(312,155,543,181)
spec-paragraph: 9. APPLY PLASTIC LAMINATE FINISH IN FULL-UNINTERRUPTED SHEETS CONSISTENT WITH MANUFACTURED SIZES. CORNERS AND JOINTS TO BE HAIRLINE. xyxy=(312,1155,539,1181)
spec-paragraph: G. SCREWS: FS FF-S-11 LB. xyxy=(312,969,419,978)
spec-paragraph: 2. SOFTWOOD PLYWOOD: GRADED IN ACCORDANCE WITH AWI QUALITY STANDARDS; EXTERIOR MATERIAL OF BIRCH VENEER; PAINT GRADE VENEER, OR PLASTIC LAMINATE AS INDICATED. xyxy=(312,665,555,691)
spec-paragraph: A. STEEL SECTIONS: ASTM A36. B. STEEL TUBING: ASTM A500 OR ASTM A501. C. STEEL PIPE: ASTM A53, GRADE B, STANDARD WEIGHT (SCHEDULE 40). D. MALLEABLE IRON CASTINGS: ASTM A47. E. BOLTS, NUTS, AND WASHERS: ASTM A307. F. WELDING MATERIALS: AWS D1.1; TYPE REQUIRED FOR MATERIALS BEING WELDED. G. PRIMER: SSPC-PAINT 2; FOR SHOP APPLICATION AND FIELD TOUCH-UP. xyxy=(64,1000,290,1086)
spec-paragraph: D. MAINTENANCE DATA: FOR ROOFING SYSTEM TO INCLUDE IN MAINTENANCE MANUALS. xyxy=(808,403,1039,420)
spec-paragraph: 2. FRP ACCESSORIES A. ALL MOLDINGS, TRIM, ADHESIVE AND OTHER ACCESSORIES SHALL BE AS MANUFACTURED AND RECOMMENDED BY THE SAME MANUFACTURER AS PANELS. xyxy=(560,112,779,147)
spec-paragraph: F. APPLY MEMBRANE ROOFING WITH SIDE LAPS SHINGLED WITH SLOPE OF ROOF DECK WHERE POSSIBLE. xyxy=(1056,777,1288,795)
spec-paragraph: A. SCRIBE AND CUT WORK TO FIT ADJOINING WORK. xyxy=(560,333,745,342)
spec-paragraph: E. SHELVING: 3/4 INCH AB GRADE OAK PLYWOOD WITH EXPOSED EDGES EDGEBANDED. xyxy=(312,918,547,936)
spec-paragraph: B. INSTALL STUDS VERTICALLY AT 16 INCHES OC. xyxy=(64,517,245,526)
spec-paragraph: F. NAILS: FS FF-N-103C AND FF-N- 105A. STAINLESS STEEL FOR REDWOOD. xyxy=(312,943,547,961)
spec-paragraph: J. BLOCKING: SECURE WOOD BLOCKING TO STUDS. INSTALL BLOCKING FOR SUPPORT OF PLUMBING FIXTURES, TOILET PARTITIONS, WALL CABINETS, TOILET ACCESSORIES, HARDWARE, AND OPENING FRAMES. xyxy=(64,703,299,738)
spec-paragraph: 3. SEALANT A. ONE PART SILICONE RUBBER, ASTM C920 AND FS TT-S-001543A, FDA APPROVED, OR AS RECOMMENDED BY FRP MANUFACTURER. xyxy=(560,155,771,190)
spec-paragraph: 8. FABRICATE FINISH CARPENTRY AND CABINETWORK ITEMS IN ACCORDANCE WITH AWI QUALITY STANDARDS "CUSTOM GRADE", AND SECTION 400 OF THE AWI GUIDE. SHOP FABRICATE ITEMS WHERE POSSIBLE. xyxy=(312,1112,551,1147)
spec-paragraph: B. SHOP DRAWINGS: FOR ROOFING SYSTEM. INCLUDE PLANS, ELEVATIONS, SECTIONS, DETAILS, AND ATTACHMENTS TO OTHER WORK. 1. BASE FLASHINGS, MEMBRANE TERMINATIONS. 2. TAPERED INSULATION, INCLUDING SLOPES. 3. INSULATION FASTENING PATTERNS. xyxy=(808,291,1035,344)
spec-paragraph: D. STUD SPLICING IS NOT PERMISSIBLE. xyxy=(64,559,212,568)
stamp-date: 06-03-24 xyxy=(2237,639,2282,651)
spec-paragraph: B. SHEET FLASHING: MANUFACTURER'S STANDARD UNREINFORCED THERMOPLASTIC POLYOLEFIN SHEET FLASHING, 55 MILS THICK, MINIMUM, OF SAME COLOR AS SHEET MEMBRANE. C. BONDING ADHESIVE: MANUFACTURER'S STANDARD SOLVENT-BASED BONDING ADHESIVE FOR MEMBRANE, AND SOLVENT-BASED BONDING ADHESIVE FOR BASE FLASHINGS. xyxy=(808,969,1043,1021)
spec-paragraph: F. FURRING AND BRACING MEMBERS: OF SAME MATERIAL AS STUDS; THICKNESS TO SUIT PURPOSE. xyxy=(64,273,282,290)
spec-paragraph: D. APPLY CUT EDGE SEALANT ON ALL CUT EDGES OF REINFORCED MEMBRANE (WHERE THE SCRIM REINFORCEMENT IS EXPOSED) AFTER SEAM PROBING IS COMPLETE. xyxy=(1056,1067,1296,1094)
revisions-block: REVISIONS xyxy=(2125,1130,2303,1285)
spec-paragraph: SECTION 05500 - METAL FABRICATIONS xyxy=(64,907,204,916)
spec-paragraph: 1. WORK INCLUDES MISCELLANEOUS SHOP FABRICATED FERROUS METAL ITEMS, INCLUDING BUT NOT LIMITED TO: xyxy=(64,924,290,942)
client-logo xyxy=(2125,46,2303,219)
spec-paragraph: 1. PERFORMANCE REQUIREMENTS A. GENERAL: PROVIDE INSTALLED ROOFING MEMBRANE AND BASE FLASHINGS THAT REMAIN WATERTIGHT; DO NOT PERMIT THE PASSAGE OF WATER; AND RESIST SPECIFIED UPLIFT PRESSURES, THERMALLY INDUCED MOVEMENT, AND EXPOSURE TO WEATHER WITHOUT FAILURE. xyxy=(808,78,1039,130)
spec-paragraph: 2. PLYWOOD: PS1, FACTORY MARKED WITH APPROPRIATE APA TRADEMARK. WAFER OR PARTICLE BOARD IS NOT ACCEPTABLE. PROTECT ALL PLYWOOD FROM MOISTURE BY USE OF ALL REQUIRED WATERPROOF COATING ON ROOF. THE PLYWOOD IS TO HAVE BEEN COVERED WITH NEW DRY SLICED COVER FOR CONDITIONING OF THE SHEET. xyxy=(312,189,551,241)
spec-paragraph: 4. INSTALL PANELS OVER WATER RESISTANT DRYWALL IN STRICT ACCORDANCE WITH MANUFACTURERS RECOMMENDATIONS, USING NON-FLAMMABLE ADHESIVE (100% COVERAGE). xyxy=(560,214,795,240)
spec-paragraph: 1. ZINC-COATED STEEL: COMMERCIAL QUALITY WITH 0.20 PERCENT COPPER, ASTM A526, EXCEPT ASTM A527 FOR LOCK-FORMING, G90 HOT-DIP GALVANIZED, MILL PHOSPHATIZED FOR PAINTING; 24 GAUGE, EXCEPT AS OTHERWISE INDICATED. xyxy=(1056,1306,1299,1340)
spec-paragraph: 11. DO NOT SPLICE STRUCTURAL MEMBERS BETWEEN SUPPORTS. xyxy=(312,597,534,606)
spec-paragraph: 1. FRP PANEL: 48" WIDE, 3/32" THICKNESS, WHITE UNLESS NOTED OTHERWISE. APPROVED MANUFACTURERS: A. KEMLITE B. MARLITE xyxy=(560,69,779,104)
spec-paragraph: SECTION 07240 - EXTERIOR INSULATION AND FINISH SYSTEMS xyxy=(560,920,782,929)
spec-paragraph: BENDING (FB) = 1500 PSI HORIZONTAL SHEAR (FV) = 95 PSI COMPRESSION PERPENDICULAR TO GRAIN (FC) = 390 PSI MODULUS OF ELASTICITY (E) = 1,500,000 xyxy=(312,112,514,147)
spec-paragraph: E. METAL SECUREMENT SYSTEM: PERIMETER SECUREMENT FLASHING AND STRAPPING FABRICATED FROM STAINLESS STEEL, A MINIMUM OF 0.031 INCH THICK. PROVIDE FASTENERS AS RECOMMENDED BY MORTAR-FACED INSULATION MANUFACTURER. xyxy=(1056,78,1296,112)
spec-paragraph: 1. BATT INSULATION: PRE-FORMED GLASS FIBER BATT, BLANKETS WITH FOIL FACE MEMBRANE CONFORMING PER ASTM C665, TYPE III. DENSITIES OF NOT LESS THAN 0.5 LB. PER CU. FT. FOR GLASS FIBER UNITS, K-VALUE OF 0.27; FLAME SPREAD OF 25 OR LESS, ASTM E84 (CLASS A), R* (R-19) UNLESS OTHERWISE NOTED. xyxy=(560,486,799,538)
spec-paragraph: 16. JOINTS SHALL BE TIGHT AND FORMED TO CONCEAL SHRINKAGE. ALL TRIM SHALL BE MITERED, NO BUTT JOINTS PERMITTED INTERIOR CORNERS SHALL BE COPED. xyxy=(312,1375,555,1401)
spec-paragraph: B. STUDS: ASTM A525, COATING CLASS G-90, NON-LOAD BEARING ROLLED STEEL, CHANNEL SHAPED, PUNCHED FOR UTILITY ACCESS, AS FOLLOWS: C. DEPTH: 3-5/8 AND 6 INCHES. D. THICKNESS: 22 GAUGE UNLESS NOTED OTHERWISE. xyxy=(64,197,303,240)
spec-paragraph: 8. ERECT WOOD FRAMING, FURRING, STRIPPING, PLYWOOD BACKING AND NAILING MEMBERS TRUE TO LINES AND LEVELS. DO NOT DEVIATE FROM TRUE ALIGNMENT MORE THAN 1/4 INCH. xyxy=(312,478,555,504)
spec-paragraph: 3. SOUND ATTENUATION INSULATION: USG "SAFB", 2.5 POUND/CU. FT., DENSITY; NO SUBSTITUTION. xyxy=(560,708,803,726)
spec-paragraph: 4) PROVIDE NON-SLIP SURFACE ON TOP OF EACH RUNG, EITHER BY COATING THE RUNG WITH ALUMINUM OXIDE GRANULES SET IN EPOXY RESIN ADHESIVE, OR BY USING A TYPE OF MANUFACTURED RUNG WHICH IS FILLED WITH ALUMINUM OXIDE GROUT. xyxy=(64,1399,307,1434)
spec-paragraph: H. MISCELLANEOUS ACCESSORIES: PROVIDE POURABLE SEALERS, PREFORMED CONE AND VENT SHEET FLASHINGS, PREFORMED INSIDE AND OUTSIDE CORNER SHEET FLASHINGS, T-JOINT COVERS, TERMINATION REGLETS, COVER STRIPS, AND OTHER ACCESSORIES. xyxy=(808,1164,1047,1199)
spec-paragraph: H. GROUTING: SPOT GROUT FRAMES AT JAMB ANCHOR CLIPS BEFORE PANEL ERECTION. xyxy=(64,644,282,661)
spec-paragraph: C. FLASH PENETRATIONS AND FIELD-FORMED INSIDE AND OUTSIDE CORNERS WITH SHEET FLASHING. xyxy=(1056,1187,1299,1204)
spec-paragraph: 1. REFERENCES xyxy=(1305,437,1359,446)
spec-paragraph: D. REINFORCING FABRIC: MANUFACTURER'S STANDARD, BALANCED OPEN WEAVE GLASS FIBER FABRIC MADE FROM TWISTED MULTI-END STRANDS, SPECIFICALLY TREATED FOR COMPATIBILITY WITH FINISH MATERIALS. xyxy=(560,1225,799,1260)
spec-paragraph: 7. GALVANIZED STEEL: ASTM A361, G90 ZINC COATING; 24 GAUGE CORE STEEL. xyxy=(1305,597,1527,615)
architect-stamp-icon xyxy=(2125,490,2301,675)
spec-paragraph: 2) FIT RUNGS IN CENTERLINE OF SIDE RAILS, PLUG WELD AND GRIND SMOOTH ON OUTER RAIL FACES. xyxy=(64,1306,295,1323)
spec-paragraph: 5. BUILDING WRAP: xyxy=(312,299,382,308)
spec-paragraph: 4. DELIVER, STORE, AND PROTECT PRODUCTS ON SITE. xyxy=(1305,530,1502,539)
spec-paragraph: 4. FINISH MATERIALS xyxy=(560,1055,638,1064)
spec-paragraph: 12. HEM EXPOSED EDGES OF METAL. xyxy=(1305,835,1432,844)
spec-paragraph: 8. CLEAN EXPOSED METAL SURFACE, REMOVING SUBSTANCES WHICH MIGHT CAUSE CORROSION OF METAL OR DETERIORATION OF FINISHES. xyxy=(1305,387,1544,413)
spec-paragraph: 6. SECURE RIGID INSULATION TO SUBSTRATE SURFACES. STAGGER JOINTS 6" WHERE MULTI-LAYERED. CUT AND SHAPE TO SUB STATE CONDITIONS. xyxy=(560,886,799,912)
spec-paragraph: C. HIGH IMPACT REINFORCING FABRIC: EMBED HIGH IMPACT REINFORCING FABRIC IN A 1/8 INCH BED COAT OF ADHESIVE FULLY, SO MESH PATTERN IS CONCEALED. APPLY HIGH IMPACT FABRIC THROUGHOUT NEW TO ALL AREAS BELOW 6'-8". xyxy=(560,1420,791,1455)
spec-paragraph: F. FINISH: 100 PERCENT, ACRYLIC BASED COATING, INTEGRAL COLOR AND TEXTURE AS SELECTED BY OWNER. xyxy=(560,1293,795,1310)
spec-paragraph: A. SMACNA - ARCHITECTURAL SHEET METAL MANUAL xyxy=(1305,454,1486,463)
